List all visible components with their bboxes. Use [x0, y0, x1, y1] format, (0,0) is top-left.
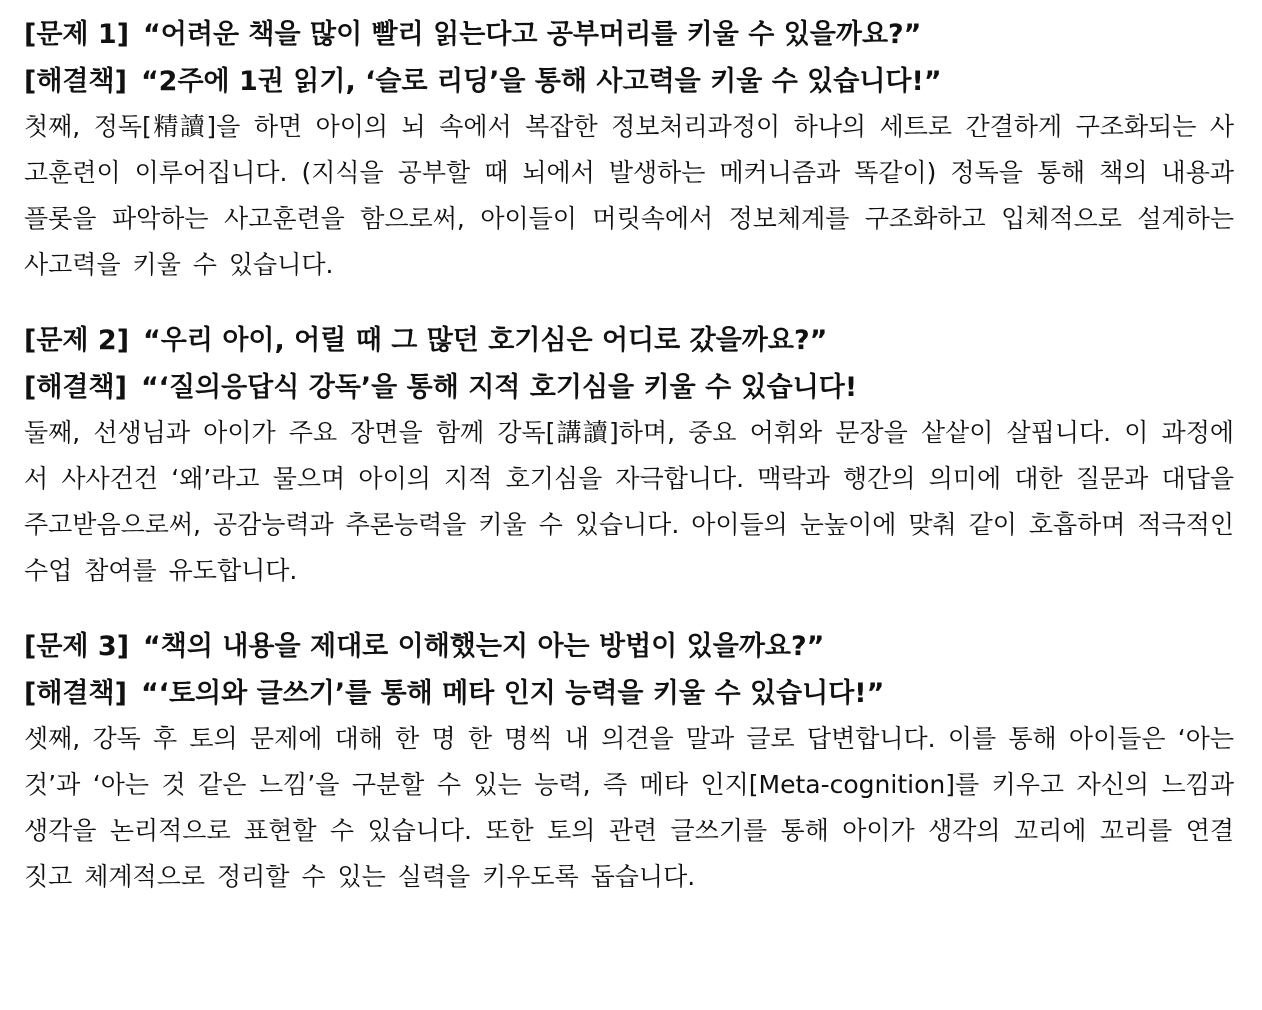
problem-heading — [24, 319, 1234, 363]
solution-heading — [24, 60, 1234, 104]
problem-heading — [24, 13, 1234, 57]
solution-statement: “2주에 1권 읽기, ‘슬로 리딩’을 통해 사고력을 키울 수 있습니다!” — [140, 66, 942, 97]
solution-tag: [해결책] — [24, 66, 127, 97]
section-body: 둘째, 선생님과 아이가 주요 장면을 함께 강독[講讀]하며, 중요 어휘와 문장을 샅샅이 살핍니다. 이 과정에서 사사건건 ‘왜’라고 물으며 아이의 지적 호기심을 자극합니다. 맥락과 행간의 의미에 대한 질문과 대답을 주고받음으로써, 공감능력과 추론능력을 키울 수 있습니다. 아이들의 눈높이에 맞춰 같이 호흡하며 적극적인 수업 참여를 유도합니다. — [24, 418, 1234, 585]
problem-tag: [문제 1] — [24, 19, 130, 50]
problem-question: “어려운 책을 많이 빨리 읽는다고 공부머리를 키울 수 있을까요?” — [143, 19, 922, 50]
solution-tag: [해결책] — [24, 372, 127, 403]
problem-question: “책의 내용을 제대로 이해했는지 아는 방법이 있을까요?” — [143, 631, 825, 662]
solution-heading — [24, 672, 1234, 716]
solution-statement: “‘질의응답식 강독’을 통해 지적 호기심을 키울 수 있습니다! — [140, 372, 858, 403]
problem-question: “우리 아이, 어릴 때 그 많던 호기심은 어디로 갔을까요?” — [143, 325, 828, 356]
section-problem-1 — [24, 13, 1234, 288]
solution-heading — [24, 366, 1234, 410]
section-body: 첫째, 정독[精讀]을 하면 아이의 뇌 속에서 복잡한 정보처리과정이 하나의 세트로 간결하게 구조화되는 사고훈련이 이루어집니다. (지식을 공부할 때 뇌에서 발생하는 메커니즘과 똑같이) 정독을 통해 책의 내용과 플롯을 파악하는 사고훈련을 함으로써, 아이들이 머릿속에서 정보체계를 구조화하고 입체적으로 설계하는 사고력을 키울 수 있습니다. — [24, 112, 1234, 279]
solution-tag: [해결책] — [24, 678, 127, 709]
solution-statement: “‘토의와 글쓰기’를 통해 메타 인지 능력을 키울 수 있습니다!” — [140, 678, 885, 709]
section-problem-2 — [24, 319, 1234, 594]
problem-tag: [문제 3] — [24, 631, 130, 662]
section-problem-3 — [24, 625, 1234, 900]
section-body: 셋째, 강독 후 토의 문제에 대해 한 명 한 명씩 내 의견을 말과 글로 답변합니다. 이를 통해 아이들은 ‘아는 것’과 ‘아는 것 같은 느낌’을 구분할 수 있는 능력, 즉 메타 인지[Meta-cognition]를 키우고 자신의 느낌과 생각을 논리적으로 표현할 수 있습니다. 또한 토의 관련 글쓰기를 통해 아이가 생각의 꼬리에 꼬리를 연결 짓고 체계적으로 정리할 수 있는 실력을 키우도록 돕습니다. — [24, 724, 1234, 891]
problem-heading — [24, 625, 1234, 669]
problem-tag: [문제 2] — [24, 325, 130, 356]
